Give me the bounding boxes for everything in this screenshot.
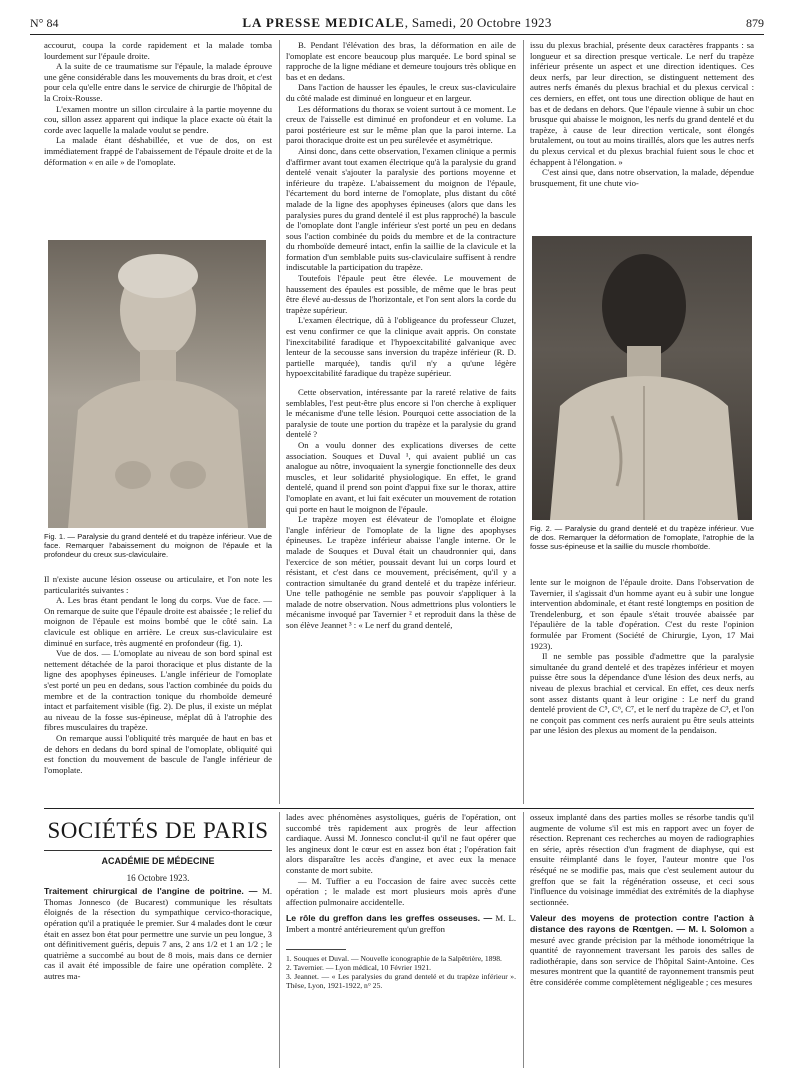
journal-name: LA PRESSE MEDICALE [242, 15, 405, 30]
column-divider [279, 812, 280, 1068]
column-3 [530, 40, 754, 188]
paragraph: issu du plexus brachial, présente deux caractères frappants : sa longueur et sa direction presque verticale. Le nerf du trapèze inférieur présente un aspect et une direction identiques. Ces deux nerfs, par leur direction, se distinguent nettement des autres nerfs émanés du plexus brachial et du plexus cervical : ces derniers, en effet, ont tous une direction oblique de haut en bas et de dedans en dehors. Que l'épaule vienne à subir un choc brusque qui abaisse le moignon, les nerfs du grand dentelé et du trapèze, à cause de leur direction verticale, sont élongés brutalement, ou tout au moins tiraillés, alors que les autres nerfs du plexus cervical et du plexus brachial fuient sous le choc et échappent à l'élongation. » [530, 40, 754, 167]
footnote-separator [286, 949, 346, 950]
session-date: 16 Octobre 1923. [126, 872, 190, 883]
paragraph: Il n'existe aucune lésion osseuse ou articulaire, et l'on note les particularités suivantes : [44, 574, 272, 595]
issue-number: N° 84 [30, 16, 59, 30]
paragraph: Ainsi donc, dans cette observation, l'examen clinique a permis d'affirmer avant tout examen électrique qu'à la paralysie du grand dentelé venait s'ajouter la paralysie des portions moyenne et inférieure du trapèze. L'abaissement du moignon de l'épaule, l'écartement du bord interne de l'omoplate, plus distant du côté malade de la ligne des apophyses épineuses (alors que dans les paralysies pures du grand dentelé il est plus rapproché) la bascule de l'omoplate dont l'angle inférieur s'est porté un peu en dedans sous l'action combinée du poids du membre et de la contracture du rhomboïde demeuré intact, enfin la saillie de la clavicule et la formation d'un semblable puits sus-claviculaire suffisent à rendre indiscutable la participation du trapèze. [286, 145, 516, 273]
paragraph: On remarque aussi l'obliquité très marquée de haut en bas et de dehors en dedans du bord spinal de l'omoplate, obliquité qui est fonction du mouvement de bascule de l'angle inférieur de l'omoplate. [44, 732, 272, 775]
figure-1-photo [48, 240, 266, 528]
paragraph: La malade étant déshabillée, et vue de dos, on est immédiatement frappé de l'abaissement de l'épaule droite et de la déformation « en aile » de l'omoplate. [44, 135, 272, 167]
article-text: a mesuré avec grande précision par la méthode ionométrique la quantité de rayonnement traversant les parois des salles de radiothérapie, dans son service de l'hôpital Saint-Antoine. Ces mesures montrent que la quantité de rayonnement transmis peut être considérée comme complètement négligeable ; ces mesures [530, 923, 754, 987]
societes-column-3 [530, 812, 754, 988]
figure-2-photo [532, 236, 752, 520]
paragraph: On a voulu donner des explications diverses de cette association. Souques et Duval ¹, qui avaient publié un cas analogue au nôtre, invoquaient la synergie fonctionnelle des deux muscles, et leur solidarité physiologique. En effet, le grand dentelé, quand il prend son point d'appui fixe sur le thorax, attire l'omoplate en avant, et lui fait exécuter un mouvement de rotation qui porte en haut le moignon de l'épaule. [286, 439, 516, 514]
paragraph: Vue de dos. — L'omoplate au niveau de son bord spinal est nettement détachée de la paroi thoracique et plus distante de la ligne des apophyses épineuses. L'angle inférieur de l'omoplate s'est porté un peu en dedans, sous l'action combinée du poids du membre et de la contraction tonique du rhomboïde demeuré intact et parfaitement visible (fig. 2). De plus, il existe un méplat au niveau de la fosse sus-épineuse, méplat dû à l'atrophie des fibres musculaires du trapèze. [44, 648, 272, 733]
column-divider [523, 40, 524, 804]
section-title: SOCIÉTÉS DE PARIS [47, 818, 269, 843]
page-header [30, 14, 764, 35]
paragraph: Le trapèze moyen est élévateur de l'omoplate et éloigne l'angle inférieur de l'omoplate de la ligne des apophyses épineuses. Le trapèze inférieur abaisse l'angle interne. Or le malade de Souques et Duval était un chaudronnier qui, dans l'exercice de son métier, poussait devant lui un corps lourd et résistant, et c'est dans ce mouvement, précisément, qu'il y a contraction simultanée du grand dentelé et du trapèze inférieur. Une telle pathogénie ne semble pas pouvoir s'appliquer à la malade de notre observation. Nous admettrions plus volontiers le mécanisme invoqué par Tavernier ² et reproduit dans la thèse de son élève Jeannet ³ : « Le nerf du grand dentelé, [286, 514, 516, 631]
paragraph: C'est ainsi que, dans notre observation, la malade, dépendue brusquement, fit une chute vio- [530, 167, 754, 188]
portrait-back-figure [532, 236, 752, 520]
paragraph: Il ne semble pas possible d'admettre que la paralysie simultanée du grand dentelé et des trapèzes inférieur et moyen puisse être sous la dépendance d'une lésion des deux nerfs, au niveau de plexus brachial et cervical. En effet, ces deux nerfs sont assez distants quant à leur origine : Le nerf du grand dentelé provient de C⁵, C⁶, C⁷, et le nerf du trapèze de C³, et l'on ne conçoit pas comment ces nerfs auraient pu être seuls atteints par une lésion des plexus au moment de la pendaison. [530, 651, 754, 736]
paragraph [286, 913, 516, 934]
paragraph [530, 913, 754, 987]
article-title: Le rôle du greffon dans les greffes osseuses. — [286, 913, 493, 924]
footnote: 2. Tavernier. — Lyon médical, 10 Février 1921. [286, 962, 432, 972]
societes-column-2 [286, 812, 516, 990]
paragraph: L'examen électrique, dû à l'obligeance du professeur Cluzet, est venu confirmer ce que la clinique avait appris. On constate l'inexcitabilité faradique et l'hypoexcitabilité galvanique avec lenteur de la secousse sans inversion du trapèze inférieur (R. D. partielle marquée), tandis qu'il n'y a qu'une légère hypoexcitabilité faradique du trapèze supérieur. [286, 315, 516, 379]
paragraph: Cette observation, intéressante par la rareté relative de faits semblables, l'est peut-être plus encore si l'on cherche à expliquer le mécanisme d'une telle lésion. Pourquoi cette association de la paralysie de toute une portion du trapèze et la paralysie du grand dentelé ? [286, 387, 516, 440]
paragraph: A. Les bras étant pendant le long du corps. Vue de face. — On remarque de suite que l'épaule droite est abaissée ; le relief du moignon de l'épaule est moins bombé que le côté sain. La clavicule est oblique en arrière. Le creux sus-claviculaire est diminué en surface, très augmenté en profondeur (fig. 1). [44, 595, 272, 648]
paragraph [44, 886, 272, 981]
column-3-lower [530, 577, 754, 736]
article-title: Valeur des moyens de protection contre l'action à distance des rayons de Rœntgen. — M. I. Solomon [530, 913, 754, 934]
subsection-title: ACADÉMIE DE MÉDECINE [44, 850, 272, 867]
paragraph: osseux implanté dans des parties molles se résorbe tandis qu'il augmente de volume s'il est mis en rapport avec un foyer de résection. Reprenant ces recherches au moyen de radiographies en série, après résection d'un fragment de diaphyse, qui est ensuite réimplanté dans le foyer, l'auteur montre que l'os réséqué ne se modifie pas, mais que c'est seulement autour du greffon que se fait la régénération osseuse, et ceci sous l'influence du voisinage immédiat des extrémités de la diaphyse sectionnée. [530, 812, 754, 907]
paragraph: Toutefois l'épaule peut être élevée. Le mouvement de haussement des épaules est possible, de même que le bras peut être élevé au-dessus de l'horizontale, et l'on sent alors la corde du trapèze supérieur. [286, 273, 516, 315]
column-1 [44, 40, 272, 167]
paragraph: lente sur le moignon de l'épaule droite. Dans l'observation de Tavernier, il s'agissait d'un homme ayant eu à subir une longue intervention abdominale, et étant resté longtemps en position de Trendelenburg, et son épaule s'était trouvée abaissée par l'épaulière de la table d'opération. C'est du reste l'opinion formulée par Froment (Société de Chirurgie, Lyon, 17 Mai 1923). [530, 577, 754, 651]
page-number: 879 [746, 16, 764, 30]
paragraph: Les déformations du thorax se voient surtout à ce moment. Le creux de l'aisselle est diminué en profondeur et en volume. La paroi postérieure est sur le même plan que la paroi interne. La paroi thoracique droite est un peu surélevée et asymétrique. [286, 103, 516, 146]
footnote: 1. Souques et Duval. — Nouvelle iconographie de la Salpêtrière, 1898. [286, 953, 502, 963]
paragraph: Dans l'action de hausser les épaules, le creux sus-claviculaire du côté malade est diminué en longueur et en largeur. [286, 82, 516, 103]
footnote: 3. Jeannet. — « Les paralysies du grand dentelé et du trapèze inférieur ». Thèse, Lyon, 1921-1922, n° 25. [286, 971, 516, 991]
paragraph: L'examen montre un sillon circulaire à la partie moyenne du cou, sillon assez apparent qui indique la place exacte où était la corde avec laquelle la malade voulut se pendre. [44, 103, 272, 135]
portrait-front-figure [48, 240, 266, 528]
article-text: M. L. Imbert a montré antérieurement qu'un greffon [286, 913, 517, 934]
paragraph: A la suite de ce traumatisme sur l'épaule, la malade éprouve une gêne considérable dans les mouvements du bras droit, et c'est pour cela qu'elle entre dans le service de chirurgie de l'hôpital de la Croix-Rousse. [44, 61, 272, 103]
column-divider [523, 812, 524, 1068]
paragraph: accourut, coupa la corde rapidement et la malade tomba lourdement sur l'épaule droite. [44, 40, 272, 61]
societes-column-1 [44, 812, 272, 982]
column-divider [279, 40, 280, 804]
paragraph: B. Pendant l'élévation des bras, la déformation en aile de l'omoplate est encore beaucoup plus marquée. Le bord spinal se rapproche de la ligne médiane et demeure toujours très oblique en bas et en dedans. [286, 40, 516, 82]
section-separator [44, 808, 754, 809]
article-text: M. Thomas Jonnesco (de Bucarest) communique les résultats éloignés de la résection du sympathique cervico-thoracique, opération qu'il a pratiquée le premier. Sur 4 malades dont le cœur était en assez bon état pour permettre une survie un peu longue, 3 ont définitivement guéris, depuis 7 ans, 2 ans 1/2 et 1 an 1/2 ; le quatrième a succombé au bout de 8 mois, mais dans ce dernier cas il avait été impossible de faire une opération complète. 2 autres ma- [44, 886, 272, 981]
figure-2-caption: Fig. 2. — Paralysie du grand dentelé et du trapèze inférieur. Vue de dos. Remarquer la déformation de l'omoplate, l'atrophie de la fosse sus-épineuse et la saillie du muscle rhomboïde. [530, 524, 754, 552]
column-1-lower [44, 574, 272, 775]
paragraph: — M. Tuffier a eu l'occasion de faire avec succès cette opération ; le malade est mort plusieurs mois après d'une affection pulmonaire accidentelle. [286, 875, 516, 907]
journal-title [30, 15, 764, 31]
column-2 [286, 40, 516, 631]
paragraph: lades avec phénomènes asystoliques, guéris de l'opération, ont succombé très rapidement aux progrès de leur affection cardiaque. Aussi M. Jonnesco conclut-il qu'il ne faut opérer que les angineux dont le cœur est en assez bon état ; l'opération fait alors disparaître les accès d'angine, et avec eux la menace constante de mort subite. [286, 812, 516, 875]
figure-1-caption: Fig. 1. — Paralysie du grand dentelé et du trapèze inférieur. Vue de face. Remarquer l'abaissement du moignon de l'épaule et la profondeur du creux sus-claviculaire. [44, 532, 272, 560]
issue-date: , Samedi, 20 Octobre 1923 [404, 15, 552, 30]
article-title: Traitement chirurgical de l'angine de poitrine. — [44, 886, 258, 897]
